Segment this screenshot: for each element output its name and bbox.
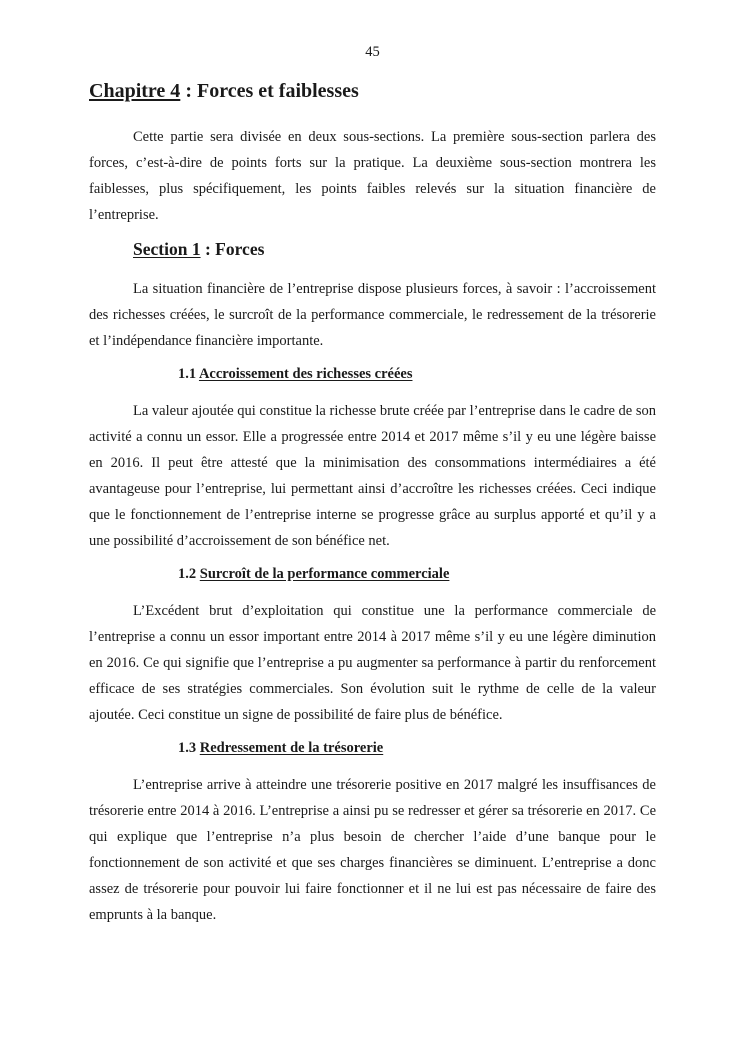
chapter-heading (89, 78, 656, 104)
subsection-heading-1-2 (178, 564, 656, 584)
subsection-number: 1.3 (178, 740, 200, 756)
chapter-label: Chapitre 4 (89, 80, 181, 102)
subsection-number: 1.1 (178, 366, 199, 382)
section-label: Section 1 (133, 239, 201, 259)
subsection-paragraph-1-1: La valeur ajoutée qui constitue la richesse brute créée par l’entreprise dans le cadre de son activité a connu un essor. Elle a progressée entre 2014 et 2017 même s’il y eu une légère baisse en 2016. Il peut être attesté que la minimisation des consommations intermédiaires a été avantageuse pour l’entreprise, lui permettant ainsi d’accroître les richesses créées. Ceci indique que le fonctionnement de l’entreprise interne se progresse grâce au surplus apporté et qu’il y a une possibilité d’accroissement de son bénéfice net. (89, 403, 656, 549)
section-title: : Forces (200, 239, 265, 259)
chapter-title: : Forces et faiblesses (180, 80, 359, 102)
subsection-number: 1.2 (178, 566, 200, 582)
subsection-heading-1-3 (178, 738, 656, 758)
subsection-paragraph-1-3: L’entreprise arrive à atteindre une trésorerie positive en 2017 malgré les insuffisances de trésorerie entre 2014 à 2016. L’entreprise a ainsi pu se redresser et gérer sa trésorerie en 2017. Ce qui explique que l’entreprise n’a plus besoin de chercher l’aide d’une banque pour le fonctionnement de son activité et que ses charges financières se diminuent. L’entreprise a donc assez de trésorerie pour pouvoir lui faire fonctionner et il ne lui est pas nécessaire de faire des emprunts à la banque. (89, 777, 656, 923)
section-intro-paragraph: La situation financière de l’entreprise dispose plusieurs forces, à savoir : l’accroissement des richesses créées, le surcroît de la performance commerciale, le redressement de la trésorerie et l’indépendance financière importante. (89, 281, 656, 349)
subsection-title: Accroissement des richesses créées (198, 366, 413, 382)
subsection-paragraph-1-2: L’Excédent brut d’exploitation qui constitue une la performance commerciale de l’entreprise a connu un essor important entre 2014 à 2017 même s’il y eu une légère diminution en 2016. Ce qui signifie que l’entreprise a pu augmenter sa performance à partir du renforcement efficace de ses stratégies commerciales. Son évolution suit le rythme de celle de la valeur ajoutée. Ceci constitue un signe de possibilité de faire plus de bénéfice. (89, 603, 656, 723)
subsection-title: Surcroît de la performance commerciale (199, 566, 450, 582)
section-heading (133, 238, 656, 260)
chapter-intro-paragraph: Cette partie sera divisée en deux sous-sections. La première sous-section parlera des forces, c’est-à-dire de points forts sur la pratique. La deuxième sous-section montrera les faiblesses, plus spécifiquement, les points faibles relevés sur la situation financière de l’entreprise. (89, 129, 656, 223)
subsection-heading-1-1 (178, 364, 656, 384)
page-number: 45 (365, 44, 380, 60)
subsection-title: Redressement de la trésorerie (199, 740, 384, 756)
document-body (89, 78, 656, 938)
